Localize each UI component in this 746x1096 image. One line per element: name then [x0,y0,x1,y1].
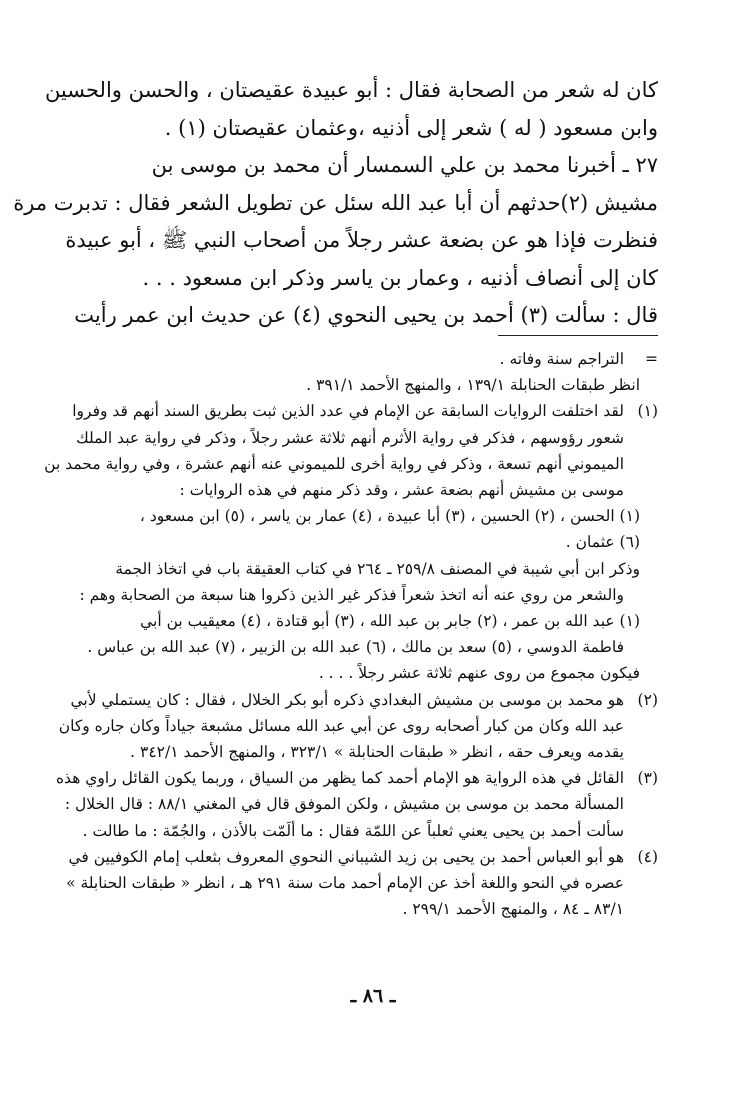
footnote-continuation: انظر طبقات الحنابلة ١٣٩/١ ، والمنهج الأحمد ٣٩١/١ . [306,376,640,395]
footnote-number: (٤) [637,847,658,866]
footnote-number: (٢) [637,690,658,709]
footnote-text: هو محمد بن موسى بن مشيش البغدادي ذكره أبو بكر الخلال ، فقال : كان يستملي لأبي [70,690,624,709]
footnote-line: عصره في النحو واللغة أخذ عن الإمام أحمد مات سنة ٢٩١ هـ ، انظر « طبقات الحنابلة » [66,874,624,893]
footnote-line [58,844,658,870]
main-text-line: مشيش (٢)حدثهم أن أبا عبد الله سئل عن تطويل الشعر فقال : تدبرت مرة [13,190,658,215]
footnote-line: سألت أحمد بن يحيى يعني ثعلباً عن اللمّة فقال : ما ألَمّت بالأذن ، والجُمّة : ما طالت . [82,821,624,840]
footnote-continuation [58,346,658,372]
footnote-line [58,398,658,424]
footnote-number: (١) [637,402,658,421]
footnote-text: القائل في هذه الرواية هو الإمام أحمد كما يظهر من السياق ، وربما يكون القائل راوي هذه [55,769,624,788]
main-text-line: فنظرت فإذا هو عن بضعة عشر رجلاً من أصحاب النبي ﷺ ، أبو عبيدة [65,228,658,252]
footnote-line: فيكون مجموع من روى عنهم ثلاثة عشر رجلاً . . . . [318,664,640,683]
main-text-line: ٢٧ ـ أخبرنا محمد بن علي السمسار أن محمد بن موسى بن [151,153,658,177]
main-text-line: كان إلى أنصاف أذنيه ، وعمار بن ياسر وذكر ابن مسعود . . . [142,265,658,290]
page-number: ـ ٨٦ ـ [350,985,396,1007]
footnote-line: الميموني أنهم تسعة ، وذكر في رواية أخرى للميموني عنه أنهم عشرة ، وفي رواية محمد بن [44,454,624,473]
footnote-line [58,687,658,713]
footnote-line: وذكر ابن أبي شيبة في المصنف ٢٥٩/٨ ـ ٢٦٤ في كتاب العقيقة باب في اتخاذ الجمة [115,559,640,578]
footnote-text: لقد اختلفت الروايات السابقة عن الإمام في عدد الذين ثبت بطريق السند أنهم قد وفروا [72,402,624,421]
footnote-text: التراجم سنة وفاته . [499,350,624,368]
main-text-line: قال : سألت (٣) أحمد بن يحيى النحوي (٤) عن حديث ابن عمر رأيت [74,303,658,327]
footnote-line: والشعر من روي عنه أنه اتخذ شعراً فذكر غير الذين ذكروا هنا سبعة من الصحابة وهم : [79,585,624,604]
footnote-line [55,765,658,791]
footnote-line: (١) الحسن ، (٢) الحسين ، (٣) أبا عبيدة ، (٤) عمار بن ياسر ، (٥) ابن مسعود ، [139,507,640,526]
continuation-mark: = [645,350,658,368]
footnote-line: (٦) عثمان . [565,533,640,552]
footnote-1 [44,398,658,686]
footnote-line: ٨٣/١ ـ ٨٤ ، والمنهج الأحمد ٢٩٩/١ . [402,900,624,919]
footnote-3 [55,765,658,844]
footnote-line: (١) عبد الله بن عمر ، (٢) جابر بن عبد الله ، (٣) أبو قتادة ، (٤) معيقيب بن أبي [140,612,640,631]
footnote-number: (٣) [637,769,658,788]
main-text-line: كان له شعر من الصحابة فقال : أبو عبيدة عقيصتان ، والحسن والحسين [44,78,658,102]
footnote-text: هو أبو العباس أحمد بن يحيى بن زيد الشيباني النحوي المعروف بثعلب إمام الكوفيين في [68,847,624,866]
footnote-divider [498,335,658,336]
footnote-line: المسألة محمد بن موسى بن مشيش ، ولكن الموفق قال في المغني ٨٨/١ : قال الخلال : [64,795,624,814]
main-text-block [13,72,658,335]
footnote-line: موسى بن مشيش أنهم بضعة عشر ، وقد ذكر منهم في هذه الروايات : [179,481,624,500]
footnote-line: فاطمة الدوسي ، (٥) سعد بن مالك ، (٦) عبد الله بن الزبير ، (٧) عبد الله بن عباس . [87,638,624,657]
footnote-2 [58,687,658,766]
main-text-line: وابن مسعود ( له ) شعر إلى أذنيه ،وعثمان عقيصتان (١) . [164,115,658,140]
footnote-line: شعور رؤوسهم ، فذكر في رواية الأثرم أنهم ثلاثة عشر رجلاً ، وذكر في رواية عبد الملك [75,428,624,447]
footnote-4 [58,844,658,923]
footnotes-block [44,346,658,922]
footnote-line: يقدمه ويعرف حقه ، انظر « طبقات الحنابلة » ٣٢٣/١ ، والمنهج الأحمد ٣٤٢/١ . [130,743,624,762]
footnote-line: عبد الله وكان من كبار أصحابه روى عن أبي عبد الله مسائل مشبعة جياداً وكان جاره وكان [58,716,624,735]
